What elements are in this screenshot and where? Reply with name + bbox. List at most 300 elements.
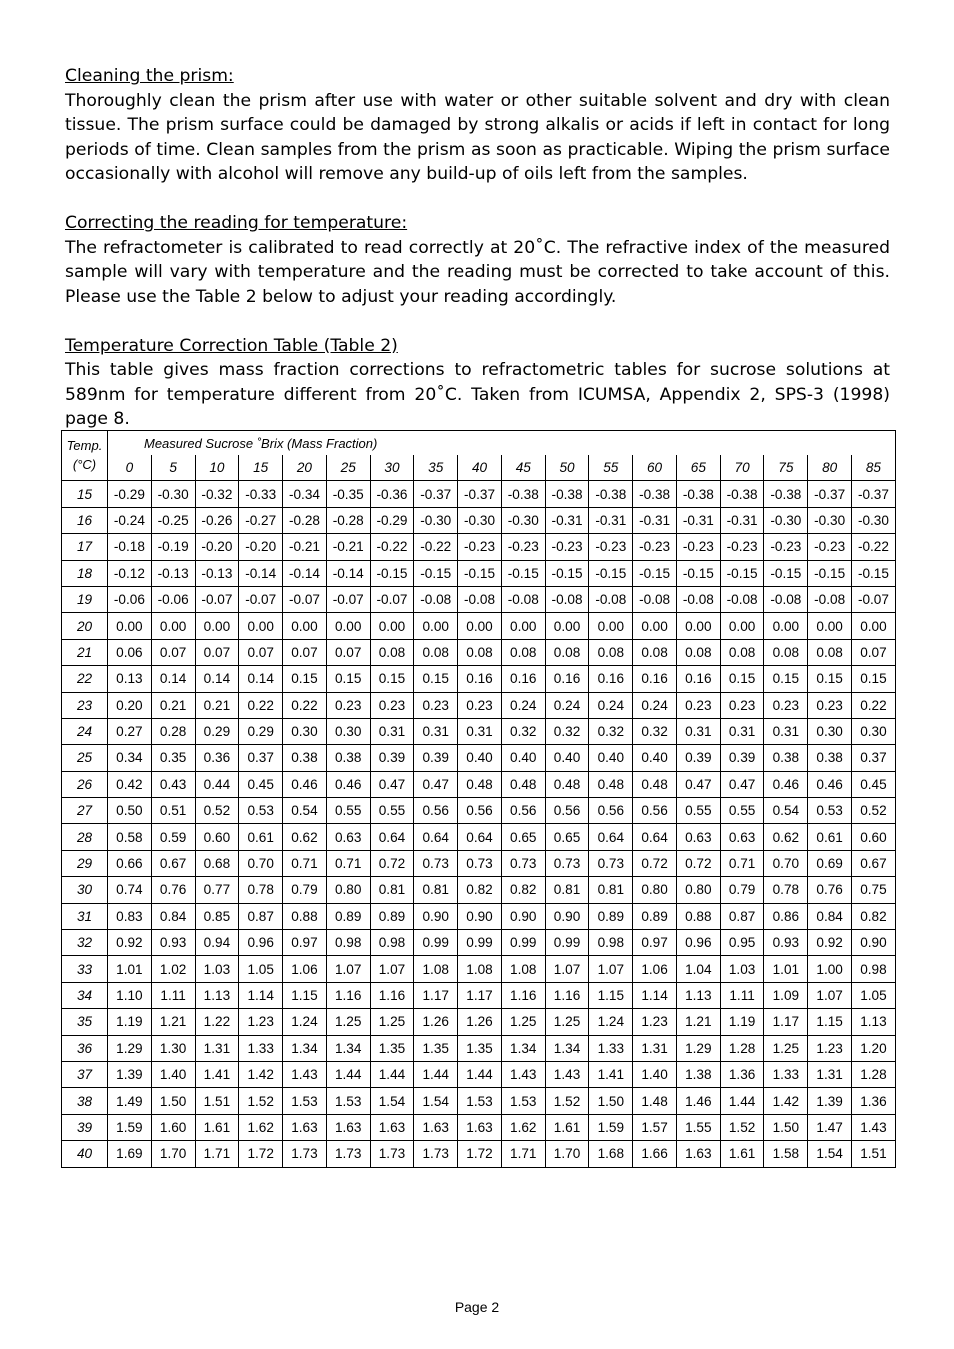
correction-cell: 1.06: [283, 956, 327, 982]
row-temperature: 27: [62, 798, 108, 824]
correction-cell: -0.07: [326, 586, 370, 612]
correction-cell: 1.19: [720, 1009, 764, 1035]
table-row: [62, 692, 896, 718]
correction-cell: 1.69: [108, 1141, 152, 1167]
correction-cell: 0.45: [852, 771, 896, 797]
correction-cell: 0.97: [283, 930, 327, 956]
correction-cell: 0.07: [151, 639, 195, 665]
correction-cell: 0.31: [720, 718, 764, 744]
correction-cell: 0.42: [108, 771, 152, 797]
row-temperature: 26: [62, 771, 108, 797]
correction-cell: 0.07: [852, 639, 896, 665]
correction-cell: -0.21: [283, 534, 327, 560]
table-row: [62, 1114, 896, 1140]
correction-cell: 1.36: [720, 1061, 764, 1087]
brix-header-cell: 15: [239, 455, 283, 481]
correction-cell: 0.90: [852, 930, 896, 956]
correction-cell: 1.73: [370, 1141, 414, 1167]
correction-cell: 0.23: [326, 692, 370, 718]
correction-cell: 0.23: [370, 692, 414, 718]
correction-cell: 1.61: [545, 1114, 589, 1140]
correction-cell: 0.20: [108, 692, 152, 718]
correction-cell: 1.16: [545, 982, 589, 1008]
correction-cell: 0.00: [764, 613, 808, 639]
correction-cell: -0.23: [764, 534, 808, 560]
section-paragraph: This table gives mass fraction corrections to refractometric tables for sucrose solutions at 589nm for temperature different from 20˚C. Taken from ICUMSA, Appendix 2, SPS-3 (1998) page 8.: [65, 360, 890, 429]
correction-cell: 0.40: [501, 745, 545, 771]
correction-cell: -0.20: [195, 534, 239, 560]
correction-cell: 0.71: [326, 850, 370, 876]
correction-cell: 0.99: [501, 930, 545, 956]
correction-cell: 1.49: [108, 1088, 152, 1114]
correction-cell: -0.31: [545, 507, 589, 533]
correction-cell: -0.28: [283, 507, 327, 533]
correction-cell: 0.63: [326, 824, 370, 850]
correction-cell: 1.28: [852, 1061, 896, 1087]
row-temperature: 32: [62, 930, 108, 956]
correction-cell: 1.11: [720, 982, 764, 1008]
correction-cell: 1.59: [589, 1114, 633, 1140]
correction-cell: 0.69: [808, 850, 852, 876]
correction-cell: 0.15: [720, 666, 764, 692]
correction-cell: 1.25: [370, 1009, 414, 1035]
correction-cell: 1.03: [195, 956, 239, 982]
correction-cell: 1.39: [808, 1088, 852, 1114]
correction-cell: 0.15: [764, 666, 808, 692]
brix-caption: Measured Sucrose ˚Brix (Mass Fraction): [108, 431, 896, 456]
correction-cell: -0.07: [370, 586, 414, 612]
correction-cell: 0.07: [195, 639, 239, 665]
correction-cell: 0.98: [589, 930, 633, 956]
correction-cell: 1.04: [676, 956, 720, 982]
correction-cell: 1.54: [808, 1141, 852, 1167]
correction-cell: 0.95: [720, 930, 764, 956]
correction-cell: 1.48: [633, 1088, 677, 1114]
correction-cell: -0.31: [720, 507, 764, 533]
correction-cell: 0.98: [370, 930, 414, 956]
correction-cell: 0.21: [151, 692, 195, 718]
correction-cell: -0.12: [108, 560, 152, 586]
correction-cell: 1.34: [326, 1035, 370, 1061]
correction-cell: 1.59: [108, 1114, 152, 1140]
correction-cell: 1.43: [852, 1114, 896, 1140]
table-row: [62, 903, 896, 929]
correction-cell: -0.15: [414, 560, 458, 586]
correction-cell: 0.00: [808, 613, 852, 639]
correction-cell: 0.24: [545, 692, 589, 718]
correction-cell: -0.07: [239, 586, 283, 612]
row-temperature: 30: [62, 877, 108, 903]
table-row: [62, 1009, 896, 1035]
correction-cell: 0.07: [326, 639, 370, 665]
correction-cell: 0.46: [808, 771, 852, 797]
correction-cell: 0.72: [633, 850, 677, 876]
correction-cell: -0.25: [151, 507, 195, 533]
correction-cell: 0.47: [676, 771, 720, 797]
correction-cell: 0.81: [545, 877, 589, 903]
correction-cell: 1.01: [764, 956, 808, 982]
table-row: [62, 850, 896, 876]
correction-cell: 1.54: [414, 1088, 458, 1114]
correction-cell: -0.23: [633, 534, 677, 560]
brix-header-cell: 40: [458, 455, 502, 481]
correction-cell: 1.15: [589, 982, 633, 1008]
correction-cell: -0.24: [108, 507, 152, 533]
correction-cell: 0.16: [458, 666, 502, 692]
correction-cell: 1.68: [589, 1141, 633, 1167]
correction-cell: 0.32: [501, 718, 545, 744]
correction-cell: 1.63: [458, 1114, 502, 1140]
correction-cell: 1.47: [808, 1114, 852, 1140]
correction-cell: -0.38: [501, 481, 545, 507]
correction-cell: -0.36: [370, 481, 414, 507]
correction-cell: -0.21: [326, 534, 370, 560]
table-row: [62, 798, 896, 824]
correction-cell: 1.24: [589, 1009, 633, 1035]
correction-cell: -0.22: [852, 534, 896, 560]
brix-header-cell: 80: [808, 455, 852, 481]
row-temperature: 33: [62, 956, 108, 982]
section-cleaning: [65, 64, 890, 187]
correction-cell: -0.23: [720, 534, 764, 560]
correction-cell: 1.28: [720, 1035, 764, 1061]
correction-cell: 1.23: [239, 1009, 283, 1035]
brix-header-cell: 45: [501, 455, 545, 481]
correction-cell: 0.98: [326, 930, 370, 956]
brix-header-cell: 55: [589, 455, 633, 481]
correction-cell: 0.77: [195, 877, 239, 903]
correction-cell: 0.52: [195, 798, 239, 824]
correction-cell: 1.34: [545, 1035, 589, 1061]
correction-cell: 1.43: [501, 1061, 545, 1087]
correction-cell: 1.72: [458, 1141, 502, 1167]
correction-cell: 0.64: [458, 824, 502, 850]
correction-cell: 0.40: [545, 745, 589, 771]
correction-cell: 1.11: [151, 982, 195, 1008]
correction-cell: 0.48: [633, 771, 677, 797]
correction-cell: 1.63: [370, 1114, 414, 1140]
correction-cell: -0.06: [151, 586, 195, 612]
correction-cell: 0.31: [414, 718, 458, 744]
correction-cell: 1.33: [589, 1035, 633, 1061]
correction-cell: 1.17: [458, 982, 502, 1008]
correction-cell: -0.08: [501, 586, 545, 612]
correction-cell: 0.29: [239, 718, 283, 744]
correction-cell: 1.63: [676, 1141, 720, 1167]
correction-cell: 1.25: [501, 1009, 545, 1035]
row-temperature: 36: [62, 1035, 108, 1061]
correction-cell: 1.34: [283, 1035, 327, 1061]
correction-cell: 0.85: [195, 903, 239, 929]
correction-cell: 0.56: [414, 798, 458, 824]
correction-cell: 0.89: [633, 903, 677, 929]
correction-cell: 0.44: [195, 771, 239, 797]
correction-cell: 0.23: [676, 692, 720, 718]
correction-cell: 1.07: [545, 956, 589, 982]
correction-cell: 1.22: [195, 1009, 239, 1035]
correction-cell: 0.82: [501, 877, 545, 903]
brix-header-cell: 60: [633, 455, 677, 481]
correction-cell: 0.23: [808, 692, 852, 718]
correction-cell: 1.35: [370, 1035, 414, 1061]
table-row: [62, 956, 896, 982]
correction-cell: 0.31: [458, 718, 502, 744]
correction-cell: 1.25: [326, 1009, 370, 1035]
correction-cell: 0.54: [764, 798, 808, 824]
correction-cell: 1.46: [676, 1088, 720, 1114]
correction-cell: 0.56: [501, 798, 545, 824]
section-heading: Temperature Correction Table (Table 2): [65, 335, 398, 356]
correction-cell: 1.21: [151, 1009, 195, 1035]
correction-cell: 0.78: [239, 877, 283, 903]
correction-cell: 0.90: [501, 903, 545, 929]
correction-cell: 1.13: [852, 1009, 896, 1035]
correction-cell: 0.00: [151, 613, 195, 639]
correction-cell: 0.38: [764, 745, 808, 771]
correction-cell: -0.22: [414, 534, 458, 560]
correction-cell: 1.06: [633, 956, 677, 982]
correction-cell: 1.36: [852, 1088, 896, 1114]
correction-cell: -0.08: [676, 586, 720, 612]
correction-cell: 1.30: [151, 1035, 195, 1061]
correction-cell: 0.66: [108, 850, 152, 876]
correction-cell: 0.15: [283, 666, 327, 692]
correction-cell: -0.29: [108, 481, 152, 507]
table-row: [62, 666, 896, 692]
correction-cell: -0.14: [326, 560, 370, 586]
correction-cell: 0.54: [283, 798, 327, 824]
correction-cell: 0.55: [676, 798, 720, 824]
correction-cell: 0.73: [458, 850, 502, 876]
section-paragraph: Thoroughly clean the prism after use with water or other suitable solvent and dry with clean tissue. The prism surface could be damaged by strong alkalis or acids if left in contact for long periods of time. Clean samples from the prism as soon as practicable. Wiping the prism surface occasionally with alcohol will remove any build-up of oils left from the samples.: [65, 90, 890, 184]
correction-cell: 0.48: [589, 771, 633, 797]
correction-cell: 0.89: [326, 903, 370, 929]
correction-cell: -0.07: [283, 586, 327, 612]
correction-cell: 0.23: [720, 692, 764, 718]
correction-cell: -0.08: [458, 586, 502, 612]
correction-cell: 1.51: [852, 1141, 896, 1167]
correction-cell: 0.29: [195, 718, 239, 744]
correction-cell: 0.08: [808, 639, 852, 665]
section-temperature-correction: [65, 211, 890, 309]
correction-cell: 1.26: [458, 1009, 502, 1035]
correction-cell: 1.02: [151, 956, 195, 982]
correction-cell: -0.38: [676, 481, 720, 507]
correction-cell: 0.27: [108, 718, 152, 744]
row-temperature: 18: [62, 560, 108, 586]
correction-cell: 0.08: [545, 639, 589, 665]
correction-cell: 1.44: [370, 1061, 414, 1087]
correction-cell: 1.10: [108, 982, 152, 1008]
correction-cell: 0.30: [326, 718, 370, 744]
correction-cell: 0.83: [108, 903, 152, 929]
correction-cell: 0.00: [283, 613, 327, 639]
correction-cell: 1.31: [808, 1061, 852, 1087]
correction-cell: 0.00: [545, 613, 589, 639]
correction-cell: 0.46: [326, 771, 370, 797]
correction-cell: 0.56: [458, 798, 502, 824]
correction-cell: 0.47: [370, 771, 414, 797]
table-row: [62, 560, 896, 586]
correction-cell: 1.07: [370, 956, 414, 982]
correction-cell: 0.35: [151, 745, 195, 771]
correction-cell: 0.98: [852, 956, 896, 982]
correction-cell: 0.30: [808, 718, 852, 744]
correction-cell: 0.00: [720, 613, 764, 639]
correction-cell: 0.55: [370, 798, 414, 824]
correction-cell: 1.50: [764, 1114, 808, 1140]
correction-cell: 0.16: [633, 666, 677, 692]
row-temperature: 15: [62, 481, 108, 507]
correction-cell: 0.93: [764, 930, 808, 956]
correction-cell: 0.15: [852, 666, 896, 692]
correction-cell: -0.35: [326, 481, 370, 507]
correction-cell: -0.38: [720, 481, 764, 507]
correction-cell: 1.51: [195, 1088, 239, 1114]
table-row: [62, 639, 896, 665]
correction-cell: -0.20: [239, 534, 283, 560]
correction-cell: 1.55: [676, 1114, 720, 1140]
correction-cell: -0.23: [808, 534, 852, 560]
correction-cell: -0.08: [764, 586, 808, 612]
correction-cell: 0.87: [720, 903, 764, 929]
correction-cell: 0.28: [151, 718, 195, 744]
correction-cell: 1.19: [108, 1009, 152, 1035]
correction-cell: 0.73: [545, 850, 589, 876]
correction-cell: 1.53: [283, 1088, 327, 1114]
correction-cell: 1.63: [414, 1114, 458, 1140]
table-body: [62, 481, 896, 1167]
row-temperature: 28: [62, 824, 108, 850]
correction-cell: 0.52: [852, 798, 896, 824]
correction-cell: -0.15: [458, 560, 502, 586]
correction-cell: 0.87: [239, 903, 283, 929]
correction-cell: 0.07: [239, 639, 283, 665]
correction-cell: -0.30: [501, 507, 545, 533]
correction-cell: 0.45: [239, 771, 283, 797]
correction-cell: 0.24: [589, 692, 633, 718]
correction-cell: 1.35: [414, 1035, 458, 1061]
correction-cell: 0.16: [589, 666, 633, 692]
correction-cell: 0.55: [720, 798, 764, 824]
correction-cell: 0.94: [195, 930, 239, 956]
correction-cell: 0.84: [808, 903, 852, 929]
brix-header-cell: 20: [283, 455, 327, 481]
correction-cell: 0.00: [239, 613, 283, 639]
correction-cell: 0.65: [545, 824, 589, 850]
correction-cell: 0.72: [370, 850, 414, 876]
correction-cell: 0.51: [151, 798, 195, 824]
correction-cell: 0.93: [151, 930, 195, 956]
correction-cell: 0.08: [458, 639, 502, 665]
table-row: [62, 507, 896, 533]
correction-cell: 0.00: [414, 613, 458, 639]
correction-cell: 1.61: [195, 1114, 239, 1140]
correction-cell: 1.21: [676, 1009, 720, 1035]
correction-cell: 1.40: [151, 1061, 195, 1087]
correction-cell: 0.84: [151, 903, 195, 929]
correction-cell: 0.39: [370, 745, 414, 771]
correction-cell: 0.24: [633, 692, 677, 718]
correction-cell: 1.08: [501, 956, 545, 982]
correction-cell: -0.37: [852, 481, 896, 507]
correction-cell: 1.66: [633, 1141, 677, 1167]
correction-cell: 0.38: [326, 745, 370, 771]
correction-cell: -0.30: [458, 507, 502, 533]
correction-cell: 1.07: [589, 956, 633, 982]
correction-cell: -0.15: [589, 560, 633, 586]
correction-cell: 0.38: [283, 745, 327, 771]
correction-cell: 1.42: [764, 1088, 808, 1114]
brix-header-cell: 5: [151, 455, 195, 481]
correction-cell: -0.30: [414, 507, 458, 533]
correction-cell: 1.16: [501, 982, 545, 1008]
correction-cell: -0.31: [589, 507, 633, 533]
correction-cell: -0.30: [764, 507, 808, 533]
correction-cell: 0.96: [676, 930, 720, 956]
correction-cell: 0.78: [764, 877, 808, 903]
correction-cell: 0.15: [370, 666, 414, 692]
correction-cell: 1.52: [239, 1088, 283, 1114]
correction-cell: 1.05: [852, 982, 896, 1008]
correction-cell: 0.80: [676, 877, 720, 903]
correction-cell: 1.44: [720, 1088, 764, 1114]
correction-cell: 0.61: [239, 824, 283, 850]
correction-cell: 1.70: [545, 1141, 589, 1167]
correction-cell: 0.64: [414, 824, 458, 850]
correction-cell: 0.31: [764, 718, 808, 744]
correction-cell: 0.82: [458, 877, 502, 903]
temp-header-label: Temp.: [66, 438, 103, 453]
correction-cell: 0.00: [108, 613, 152, 639]
correction-cell: -0.34: [283, 481, 327, 507]
correction-cell: -0.08: [808, 586, 852, 612]
correction-cell: -0.33: [239, 481, 283, 507]
correction-cell: 0.70: [764, 850, 808, 876]
correction-cell: 1.13: [676, 982, 720, 1008]
table-row: [62, 481, 896, 507]
correction-cell: 0.62: [283, 824, 327, 850]
correction-cell: 0.62: [764, 824, 808, 850]
table-caption-row: [62, 431, 896, 456]
section-heading: Cleaning the prism:: [65, 66, 234, 86]
brix-header-cell: 0: [108, 455, 152, 481]
correction-cell: 1.72: [239, 1141, 283, 1167]
correction-cell: 0.96: [239, 930, 283, 956]
correction-cell: 0.61: [808, 824, 852, 850]
correction-cell: 0.07: [283, 639, 327, 665]
correction-cell: 1.05: [239, 956, 283, 982]
correction-cell: -0.31: [633, 507, 677, 533]
correction-cell: 0.92: [808, 930, 852, 956]
correction-cell: 0.24: [501, 692, 545, 718]
correction-cell: 1.16: [370, 982, 414, 1008]
correction-cell: -0.23: [676, 534, 720, 560]
correction-cell: 0.32: [545, 718, 589, 744]
correction-cell: 0.23: [458, 692, 502, 718]
correction-cell: 0.73: [414, 850, 458, 876]
row-temperature: 23: [62, 692, 108, 718]
row-temperature: 22: [62, 666, 108, 692]
table-row: [62, 824, 896, 850]
correction-cell: 0.97: [633, 930, 677, 956]
correction-cell: 0.14: [151, 666, 195, 692]
correction-cell: 1.15: [283, 982, 327, 1008]
row-temperature: 37: [62, 1061, 108, 1087]
correction-cell: 1.73: [414, 1141, 458, 1167]
correction-cell: 0.58: [108, 824, 152, 850]
correction-cell: 0.08: [764, 639, 808, 665]
